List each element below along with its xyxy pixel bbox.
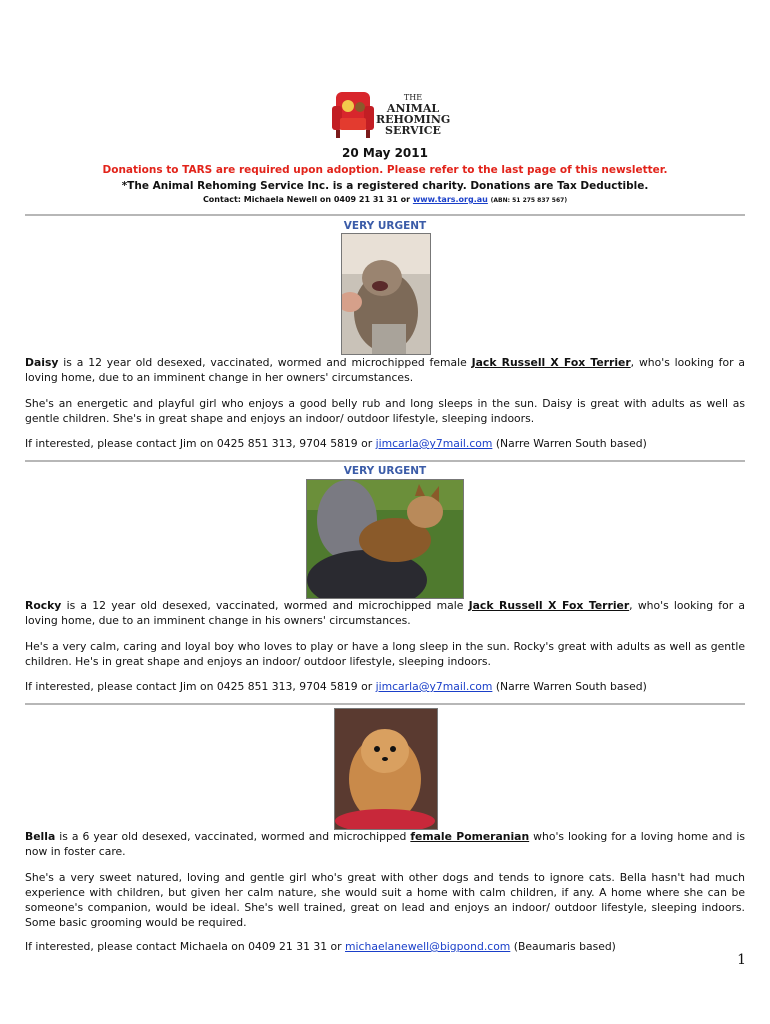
rocky-photo [306, 479, 464, 599]
tars-logo [330, 82, 450, 142]
pet-intro: is a 12 year old desexed, vaccinated, wormed and microchipped female [58, 356, 472, 369]
pet-breed: Jack Russell X Fox Terrier [468, 599, 630, 612]
abn-number: (ABN: 51 275 837 567) [490, 197, 568, 204]
logo-line: THE [403, 93, 423, 102]
pet-intro-end: , who's looking for a loving home, due to an imminent change in her owners' circumstances. [25, 356, 745, 384]
pet-contact [25, 939, 745, 954]
pet-contact [25, 436, 745, 451]
pet-breed: Jack Russell X Fox Terrier [471, 356, 631, 369]
bella-photo [334, 708, 438, 830]
pet-intro: is a 12 year old desexed, vaccinated, wormed and microchipped male [61, 599, 469, 612]
logo-line: SERVICE [385, 124, 441, 137]
pet-description [25, 355, 745, 385]
contact-location: (Beaumaris based) [510, 940, 616, 953]
contact-text: Contact: Michaela Newell on 0409 21 31 31 or [202, 195, 413, 204]
red-armchair-icon [330, 82, 376, 142]
contact-text: If interested, please contact Jim on 0425 851 313, 9704 5819 or [25, 437, 376, 450]
daisy-photo [341, 233, 431, 355]
website-link[interactable]: www.tars.org.au [412, 195, 488, 204]
pet-paragraph: She's a very sweet natured, loving and gentle girl who's great with other dogs and tends to ignore cats. Bella hasn't had much experience with children, but given her calm nature, she would suit a home with calm children, if any. A home where she can be someone's companion, would be ideal. She's well trained, great on lead and enjoys an indoor/ outdoor lifestyle, sleeping indoors. Some basic grooming would be required. [25, 871, 745, 929]
divider [25, 460, 745, 462]
newsletter-date: 20 May 2011 [342, 146, 428, 160]
pet-name: Daisy [25, 356, 59, 369]
contact-text: If interested, please contact Jim on 0425 851 313, 9704 5819 or [25, 680, 376, 693]
contact-text: If interested, please contact Michaela on 0409 21 31 31 or [25, 940, 346, 953]
pet-contact [25, 679, 745, 694]
contact-line [0, 195, 770, 204]
divider [25, 703, 745, 705]
contact-location: (Narre Warren South based) [492, 437, 647, 450]
pet-intro-end: , who's looking for a loving home, due to an imminent change in his owners' circumstances. [25, 599, 745, 627]
email-link[interactable]: michaelanewell@bigpond.com [345, 940, 511, 953]
divider [25, 214, 745, 216]
urgent-label: VERY URGENT [343, 220, 427, 232]
donations-notice: Donations to TARS are required upon adoption. Please refer to the last page of this newsletter. [102, 164, 668, 176]
urgent-label: VERY URGENT [343, 465, 427, 477]
email-link[interactable]: jimcarla@y7mail.com [375, 680, 493, 693]
pet-paragraph: He's a very calm, caring and loyal boy who loves to play or have a long sleep in the sun. Rocky's great with adults as well as gentle children. He's in great shape and enjoys an indoor/ outdoor lifestyle, sleeping indoors. [25, 640, 745, 668]
logo-wordmark [376, 92, 450, 136]
pet-description [25, 829, 745, 859]
pet-paragraph: She's an energetic and playful girl who enjoys a good belly rub and long sleeps in the sun. Daisy is great with adults as well as gentle children. She's in great shape and enjoys an indoor/ outdoor lifestyle, sleeping indoors. [25, 397, 745, 425]
pet-intro-end: who's looking for a loving home and is now in foster care. [25, 830, 745, 858]
charity-notice: *The Animal Rehoming Service Inc. is a registered charity. Donations are Tax Deductible. [121, 180, 649, 192]
pet-breed: female Pomeranian [410, 830, 530, 843]
logo-line: REHOMING [376, 113, 451, 126]
pet-name: Rocky [25, 599, 62, 612]
page-number: 1 [737, 952, 746, 968]
pet-intro: is a 6 year old desexed, vaccinated, wormed and microchipped [55, 830, 411, 843]
pet-name: Bella [25, 830, 56, 843]
logo-line: ANIMAL [386, 102, 440, 115]
pet-description [25, 598, 745, 628]
email-link[interactable]: jimcarla@y7mail.com [375, 437, 493, 450]
contact-location: (Narre Warren South based) [492, 680, 647, 693]
